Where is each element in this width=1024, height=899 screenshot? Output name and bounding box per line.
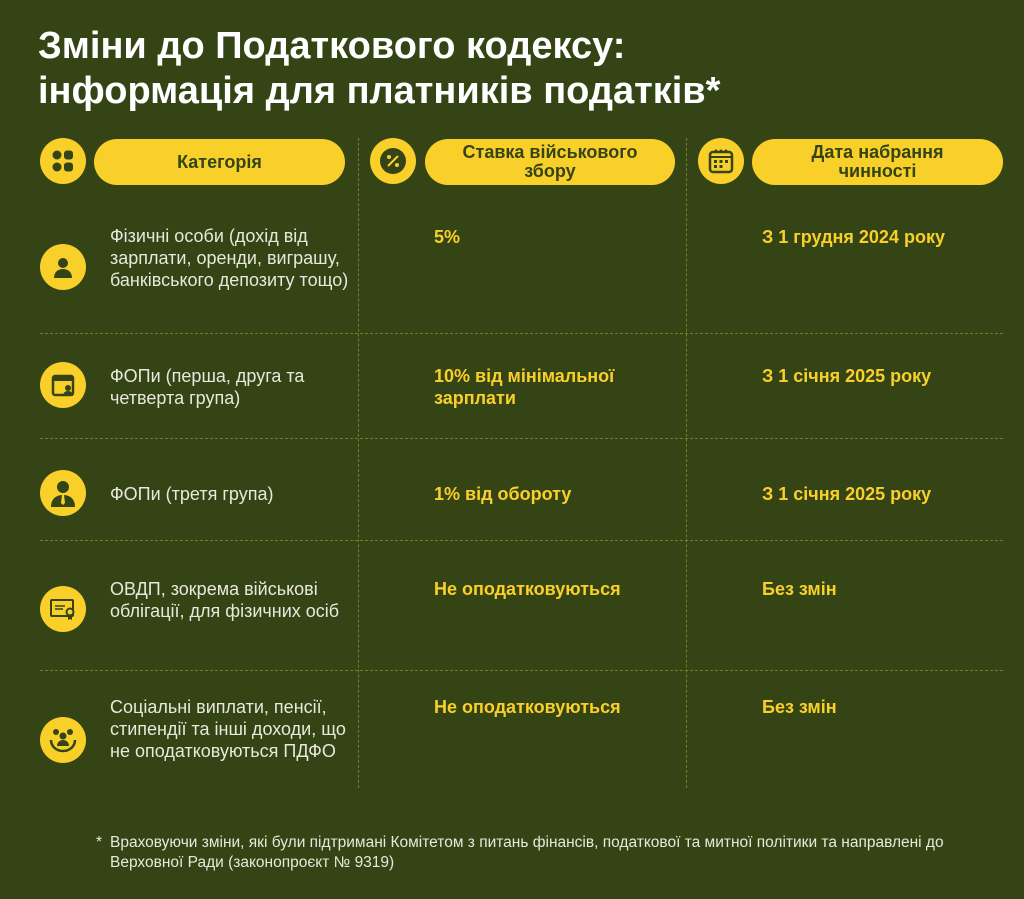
- percent-icon: [370, 138, 416, 184]
- header-rate: Ставка військового збору: [425, 139, 675, 185]
- row-divider: [40, 540, 1003, 541]
- row-date: З 1 січня 2025 року: [762, 366, 932, 386]
- businessman-icon: [40, 470, 86, 516]
- social-group-icon: [40, 717, 86, 763]
- person-icon: [40, 244, 86, 290]
- header-category: Категорія: [94, 139, 345, 185]
- title-line-1: Зміни до Податкового кодексу:: [38, 25, 626, 67]
- footnote-text: Враховуючи зміни, які були підтримані Комітетом з питань фінансів, податкової та митної політики та направлені до Верховної Ради (законопроєкт № 9319): [110, 834, 944, 871]
- row-divider: [40, 333, 1003, 334]
- row-category: Фізичні особи (дохід від зарплати, оренди, виграшу, банківського депозиту тощо): [110, 226, 349, 290]
- row-divider: [40, 438, 1003, 439]
- header-date: Дата набрання чинності: [752, 139, 1003, 185]
- page-title: [38, 24, 720, 114]
- row-date: Без змін: [762, 697, 837, 717]
- row-rate: 5%: [434, 227, 461, 247]
- row-rate: 10% від мінімальної зарплати: [434, 366, 615, 408]
- row-rate: Не оподатковуються: [434, 579, 621, 599]
- row-category: Соціальні виплати, пенсії, стипендії та інші доходи, що не оподатковуються ПДФО: [110, 697, 346, 761]
- footnote-star: *: [96, 834, 103, 851]
- row-date: Без змін: [762, 579, 837, 599]
- row-date: З 1 січня 2025 року: [762, 484, 932, 504]
- row-rate: Не оподатковуються: [434, 697, 621, 717]
- shop-owner-icon: [40, 362, 86, 408]
- grid-icon: [40, 138, 86, 184]
- row-divider: [40, 670, 1003, 671]
- row-category: ФОПи (третя група): [110, 484, 274, 504]
- footnote: [96, 833, 976, 873]
- row-rate: 1% від обороту: [434, 484, 572, 504]
- calendar-icon: [698, 138, 744, 184]
- column-divider: [358, 138, 359, 788]
- row-category: ФОПи (перша, друга та четверта група): [110, 366, 305, 408]
- certificate-icon: [40, 586, 86, 632]
- column-divider: [686, 138, 687, 788]
- title-line-2: інформація для платників податків*: [38, 70, 721, 112]
- row-date: З 1 грудня 2024 року: [762, 227, 945, 247]
- row-category: ОВДП, зокрема військові облігації, для фізичних осіб: [110, 579, 340, 621]
